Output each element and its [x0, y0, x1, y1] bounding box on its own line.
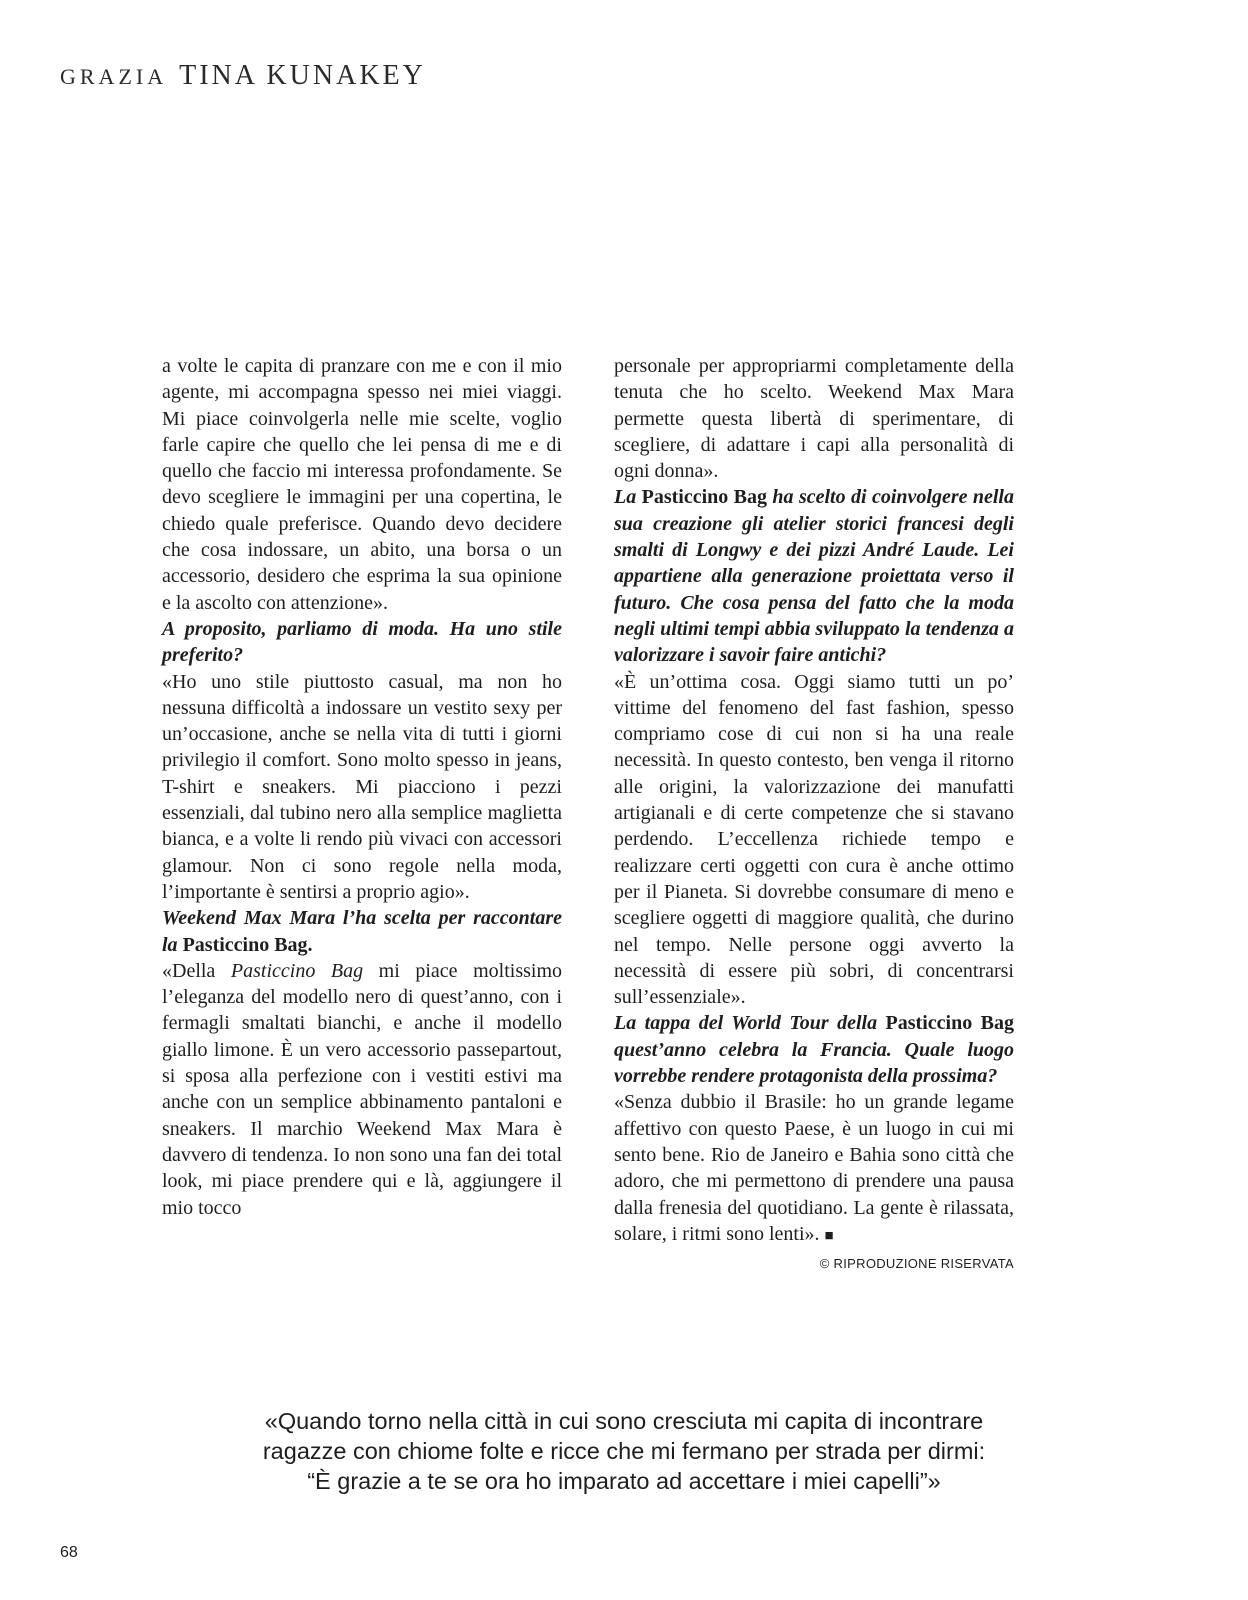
- pull-quote-line: “È grazie a te se ora ho imparato ad accettare i miei capelli”»: [307, 1468, 941, 1494]
- question-paragraph: A proposito, parliamo di moda. Ha uno stile preferito?: [162, 617, 562, 667]
- question-text: quest’anno celebra la Francia. Quale luogo vorrebbe rendere protagonista della prossima?: [614, 1038, 1014, 1088]
- answer-paragraph: «È un’ottima cosa. Oggi siamo tutti un po’ vittime del fenomeno del fast fashion, spesso compriamo cose di cui non si ha una reale necessità. In questo contesto, ben venga il ritorno alle origini, la valorizzazione dei manufatti artigianali e di certe competenze che si stavano perdendo. L’eccellenza richiede tempo e realizzare certi oggetti con cura è anche ottimo per il Pianeta. Si dovrebbe consumare di meno e scegliere oggetti di maggiore qualità, che durino nel tempo. Nelle persone oggi avverto la necessità di essere più sobri, di concentrarsi sull’essenziale».: [614, 670, 1014, 1009]
- question-text: ha scelto di coinvolgere nella sua creazione gli atelier storici francesi degli smalti di Longwy e dei pizzi André Laude. Lei appartiene alla generazione proiettata verso il futuro. Che cosa pensa del fatto che la moda negli ultimi tempi abbia sviluppato la tendenza a valorizzare i savoir faire antichi?: [614, 486, 1014, 667]
- copyright-notice: © RIPRODUZIONE RISERVATA: [819, 1256, 1014, 1272]
- question-text: Weekend Max Mara l’ha scelta per raccontare la: [162, 907, 562, 956]
- pull-quote-line: ragazze con chiome folte e ricce che mi fermano per strada per dirmi:: [262, 1438, 986, 1464]
- product-name: Pasticcino Bag: [641, 486, 768, 509]
- magazine-brand: GRAZIA: [60, 64, 168, 89]
- end-mark: ■: [824, 1227, 834, 1244]
- answer-text: mi piace moltissimo l’eleganza del modello nero di quest’anno, con i fermagli smaltati bianchi, e anche il modello giallo limone. È un vero accessorio passepartout, si sposa alla perfezione con i vestiti estivi ma anche con un semplice abbinamento pantaloni e sneakers. Il marchio Weekend Max Mara è davvero di tendenza. Io non sono una fan dei total look, mi piace prendere qui e là, aggiungere il mio tocco: [162, 959, 563, 1219]
- answer-paragraph: [162, 958, 562, 1221]
- answer-text: «Senza dubbio il Brasile: ho un grande legame affettivo con questo Paese, è un luogo in cui mi sento bene. Rio de Janeiro e Bahia sono città che adoro, che mi permettono di prendere una pausa dalla frenesia del quotidiano. La gente è rilassata, solare, i ritmi sono lenti».: [614, 1091, 1014, 1245]
- answer-lead: «Della: [162, 959, 216, 982]
- question-text: La: [614, 486, 637, 509]
- answer-paragraph: [614, 1089, 1014, 1249]
- running-header: [60, 60, 426, 92]
- page-number: 68: [60, 1544, 78, 1561]
- answer-paragraph: a volte le capita di pranzare con me e con il mio agente, mi accompagna spesso nei miei viaggi. Mi piace coinvolgerla nelle mie scelte, voglio farle capire che quello che lei pensa di me e di quello che faccio mi interessa profondamente. Se devo scegliere le immagini per una copertina, le chiedo quale preferisce. Quando devo decidere che cosa indossare, un abito, una borsa o un accessorio, desidero che esprima la sua opinione e la ascolto con attenzione».: [162, 355, 562, 614]
- text-column-right: [614, 353, 1014, 1277]
- product-name: Pasticcino Bag: [885, 1012, 1014, 1035]
- product-name-italic: Pasticcino Bag: [230, 959, 364, 982]
- question-paragraph: [614, 484, 1014, 668]
- question-text: La tappa del World Tour della: [614, 1012, 878, 1035]
- question-paragraph: [614, 1010, 1014, 1089]
- answer-paragraph: personale per appropriarmi completamente della tenuta che ho scelto. Weekend Max Mara permette questa libertà di sperimentare, di scegliere, di adattare i capi alla personalità di ogni donna».: [614, 355, 1014, 483]
- answer-paragraph: «Ho uno stile piuttosto casual, ma non ho nessuna difficoltà a indossare un vestito sexy per un’occasione, anche se nella vita di tutti i giorni privilegio il comfort. Sono molto spesso in jeans, T-shirt e sneakers. Mi piacciono i pezzi essenziali, dal tubino nero alla semplice maglietta bianca, e a volte li rendo più vivaci con accessori glamour. Non ci sono regole nella moda, l’importante è sentirsi a proprio agio».: [162, 670, 562, 903]
- article-subject: TINA KUNAKEY: [179, 60, 426, 91]
- text-column-left: [162, 353, 562, 1221]
- product-name: Pasticcino Bag.: [182, 933, 313, 956]
- pull-quote: [0, 1406, 1248, 1496]
- pull-quote-line: «Quando torno nella città in cui sono cresciuta mi capita di incontrare: [264, 1408, 984, 1434]
- question-paragraph: [162, 905, 562, 958]
